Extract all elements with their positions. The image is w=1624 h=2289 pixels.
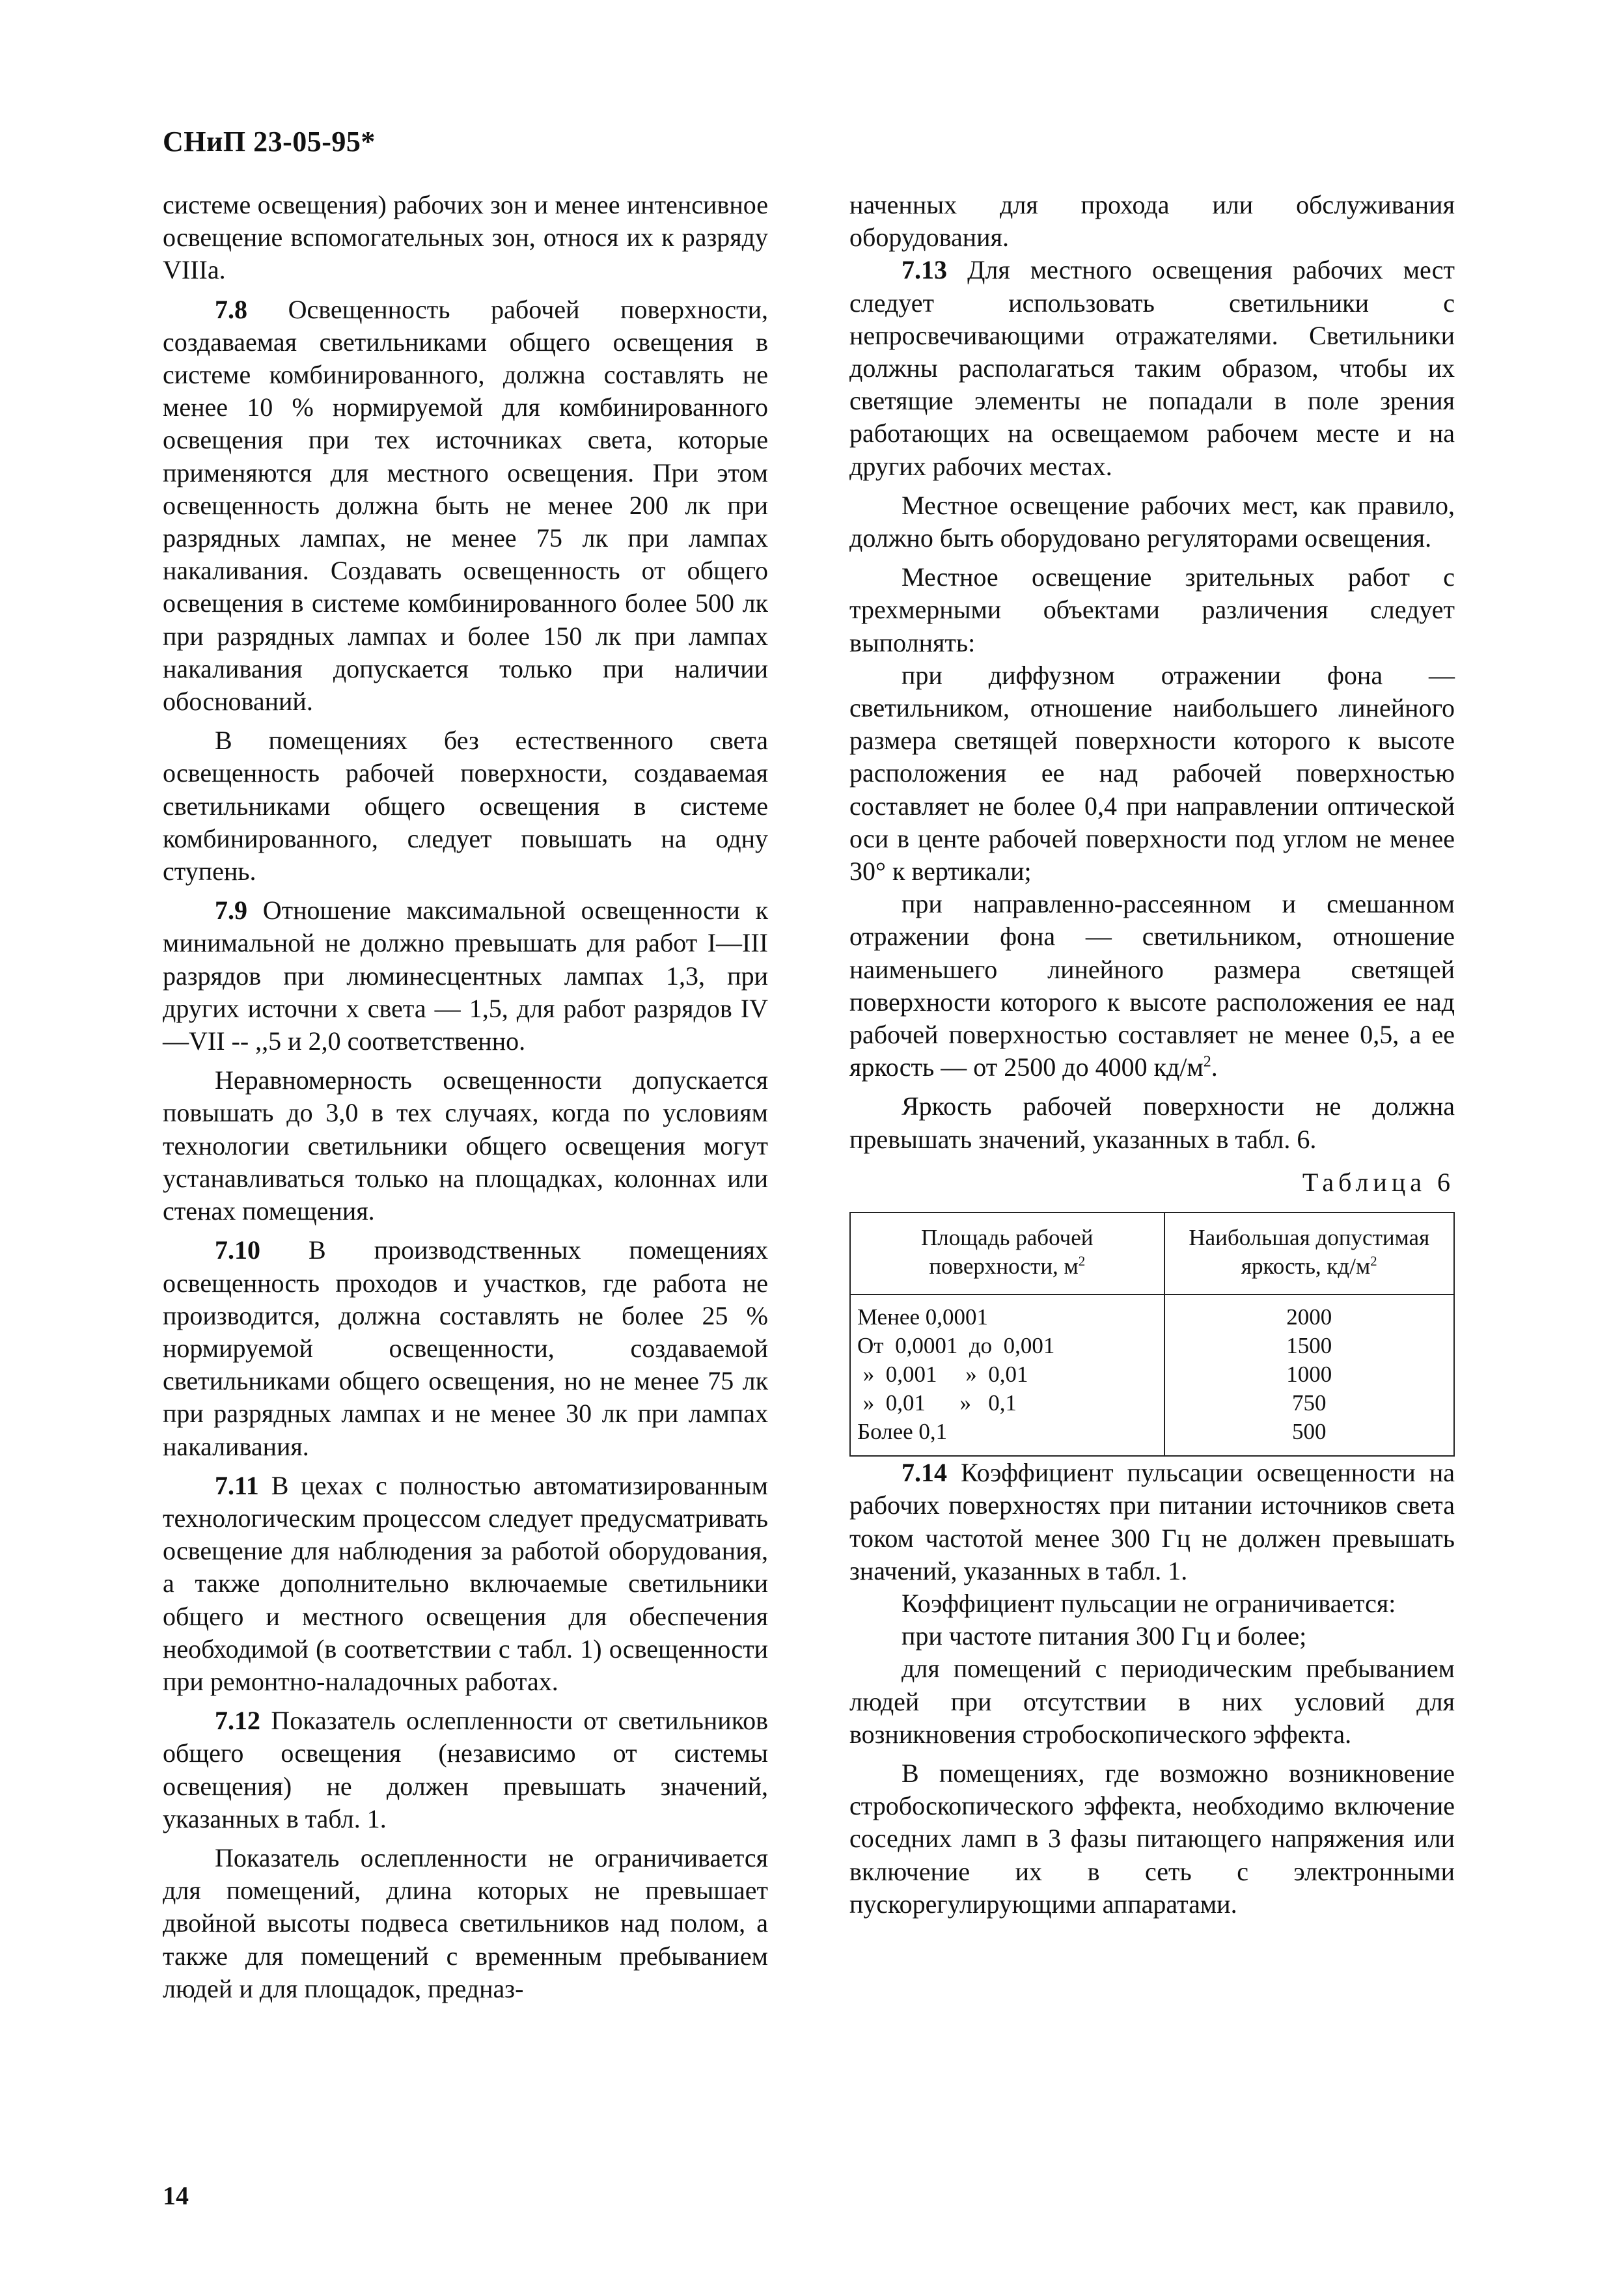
clause-7-11: 7.11 В цехах с полностью автоматизированным технологическим процессом следует предусматривать освещение для наблюдения за работой оборудования, а также дополнительно включаемые светильники общего и местного освещения для обеспечения необходимой (в соответствии с табл. 1) освещенности при ремонтно-наладочных работах. [163,1470,768,1696]
paragraph: В помещениях без естественного света освещенность рабочей поверхности, создаваемая светильниками общего освещения в системе комбинированного, следует повышать на одну ступень. [163,726,768,886]
paragraph: Коэффициент пульсации не ограничивается: [901,1588,1396,1618]
paragraph: при диффузном отражении фона — светильником, отношение наибольшего линейного размера светящей поверхности которого к высоте расположения ее над рабочей поверхностью составляет не более 0,4 при направлении оптической оси в центе рабочей поверхности под углом не менее 30° к вертикали; [849,660,1455,886]
paragraph: Местное освещение зрительных работ с трехмерными объектами различения следует выполнять: [849,562,1455,657]
clause-7-9: 7.9 Отношение максимальной освещенности к минимальной не должно превышать для работ I—III разрядов при люминесцентных лампах 1,3, при других источни х света — 1,5, для работ разрядов IV—VII -- ,,5 и 2,0 соответственно. [163,896,769,1056]
document-header: СНиП 23-05-95* [163,126,376,158]
clause-7-10: 7.10 В производственных помещениях освещенность проходов и участков, где работа не производится, должна составлять не более 25 % нормируемой освещенности, создаваемой светильниками общего освещения, но не менее 75 лк при разрядных лампах и не менее 30 лк при лампах накаливания. [163,1235,768,1461]
clause-number: 7.13 [901,255,947,285]
brightness-cell: 2000 1500 1000 750 500 [1164,1295,1454,1456]
clause-7-8: 7.8 Освещенность рабочей поверхности, создаваемая светильниками общего освещения в системе комбинированного, должна составлять не менее 10 % нормируемой для комбинированного освещения при тех источниках света, которые применяются для местного освещения. При этом освещенность должна быть не менее 200 лк при разрядных лампах, не менее 75 лк при лампах накаливания. Создавать освещенность от общего освещения в системе комбинированного более 500 лк при разрядных лампах и более 150 лк при лампах накаливания допускается только при наличии обоснований. [163,294,769,717]
paragraph: системе освещения) рабочих зон и менее интенсивное освещение вспомогательных зон, относя их к разряду VIIIа. [163,190,768,285]
column-header-brightness: Наибольшая допустимая яркость, $кд/м^2$ [1164,1213,1454,1295]
paragraph: Яркость рабочей поверхности не должна превышать значений, указанных в табл. 6. [849,1091,1455,1154]
clause-number: 7.10 [215,1235,260,1265]
page-number: 14 [163,2181,189,2210]
column-header-area: Площадь рабочей поверхности, $м^2$ [850,1213,1164,1295]
clause-number: 7.9 [215,896,247,925]
clause-7-14: 7.14 Коэффициент пульсации освещенности на рабочих поверхностях при питании источников света током частотой менее 300 Гц не должен превышать значений, указанных в табл. 1. [849,1458,1455,1585]
paragraph: Неравномерность освещенности допускается повышать до 3,0 в тех случаях, когда по условиям технологии светильники общего освещения могут устанавливаться только на площадках, колоннах или стенах помещения. [163,1065,768,1226]
paragraph: Местное освещение рабочих мест, как правило, должно быть оборудовано регуляторами освещения. [849,490,1455,553]
paragraph: при направленно-рассеянном и смешанном отражении фона — светильником, отношение наименьшего линейного размера светящей поверхности которого к высоте расположения ее над рабочей поверхностью составляет не менее 0,5, а ее яркость — от 2500 до 4000 $кд/м^2$. [849,889,1455,1082]
table-caption: Таблица 6 [1302,1167,1455,1197]
clause-7-12: 7.12 Показатель ослепленности от светильников общего освещения (независимо от системы освещения) не должен превышать значений, указанных в табл. 1. [163,1706,769,1833]
paragraph: для помещений с периодическим пребыванием людей при отсутствии в них условий для возникновения стробоскопического эффекта. [849,1654,1455,1749]
clause-number: 7.12 [215,1706,260,1736]
paragraph: при частоте питания 300 Гц и более; [901,1621,1307,1651]
clause-7-13: 7.13 Для местного освещения рабочих мест следует использовать светильники с непросвечивающими отражателями. Светильники должны располагаться таким образом, чтобы их светящие элементы не попадали в поле зрения работающих на освещаемом рабочем месте и на других рабочих местах. [849,255,1455,481]
table-header-row [850,1213,1454,1295]
paragraph: Показатель ослепленности не ограничивается для помещений, длина которых не превышает двойной высоты подвеса светильников над полом, а также для помещений с временным пребыванием людей и для площадок, предназ- [163,1843,768,2003]
clause-number: 7.14 [901,1458,947,1488]
table-row [850,1295,1454,1456]
paragraph: наченных для прохода или обслуживания оборудования. [849,190,1455,253]
clause-number: 7.8 [215,294,247,324]
clause-number: 7.11 [215,1470,259,1500]
paragraph: В помещениях, где возможно возникновение стробоскопического эффекта, необходимо включение соседних ламп в 3 фазы питающего напряжения или включение их в сеть с электронными пускорегулирующими аппаратами. [849,1758,1455,1919]
left-column [163,189,768,2005]
area-cell: Менее 0,0001 От 0,0001 до 0,001 » 0,001 » 0,01 » 0,01 » 0,1 Более 0,1 [850,1295,1164,1456]
brightness-table [849,1212,1455,1457]
right-column [849,189,1455,1921]
